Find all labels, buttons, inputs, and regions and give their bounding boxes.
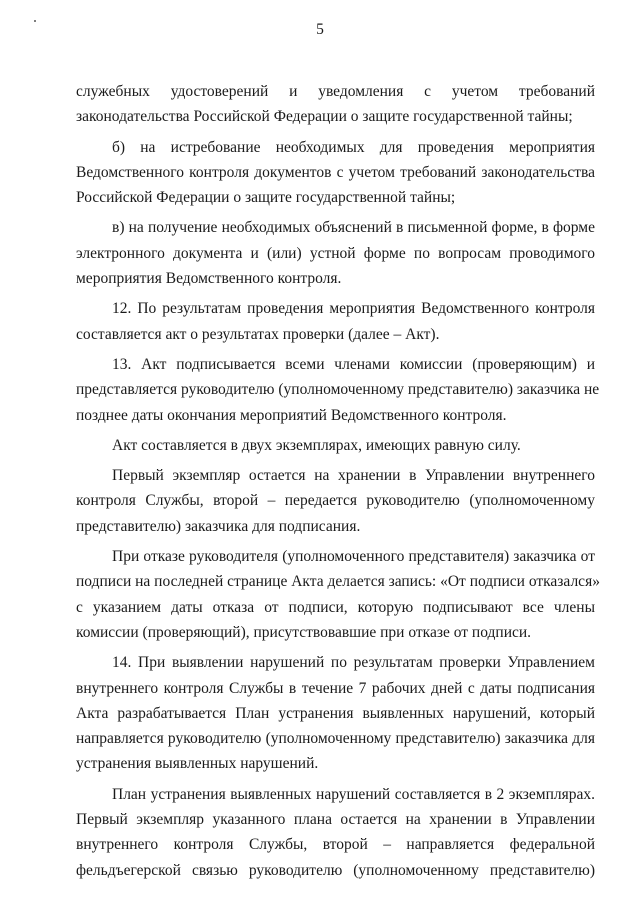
text-line: служебных удостоверений и уведомления с учетом требований <box>76 83 595 100</box>
text-line: 13. Акт подписывается всеми членами комиссии (проверяющим) и <box>112 355 595 373</box>
text-line: мероприятия Ведомственного контроля. <box>76 270 342 288</box>
text-line: с указанием даты отказа от подписи, которую подписывают все члены <box>76 598 595 616</box>
text-line: б) на истребование необходимых для проведения мероприятия <box>112 138 595 156</box>
text-line: позднее даты окончания мероприятий Ведомственного контроля. <box>76 406 507 424</box>
text-line: направляется руководителю (уполномоченному представителю) заказчика для <box>76 730 595 748</box>
text-line: составляется акт о результатах проверки (далее – Акт). <box>76 325 440 343</box>
text-line: представителю) заказчика для подписания. <box>76 517 361 535</box>
text-line: представляется руководителю (уполномоченному представителю) заказчика не <box>76 381 600 399</box>
text-line: План устранения выявленных нарушений составляется в 2 экземплярах. <box>112 785 595 803</box>
text-line: фельдъегерской связью руководителю (уполномоченному представителю) <box>76 861 595 879</box>
document-body <box>76 79 600 883</box>
text-line: 14. При выявлении нарушений по результатам проверки Управлением <box>112 654 595 672</box>
text-line: Акт составляется в двух экземплярах, имеющих равную силу. <box>112 436 521 454</box>
text-line: контроля Службы, второй – передается руководителю (уполномоченному <box>76 492 595 510</box>
text-line: в) на получение необходимых объяснений в письменной форме, в форме <box>112 219 595 237</box>
text-line: устранения выявленных нарушений. <box>76 755 319 773</box>
text-line: Российской Федерации о защите государственной тайны; <box>76 189 456 207</box>
text-line: Ведомственного контроля документов с учетом требований законодательства <box>76 163 595 181</box>
text-line: Первый экземпляр указанного плана остается на хранении в Управлении <box>76 811 595 829</box>
text-line: внутреннего контроля Службы в течение 7 рабочих дней с даты подписания <box>76 679 595 697</box>
text-line: При отказе руководителя (уполномоченного представителя) заказчика от <box>112 548 595 566</box>
text-line: Первый экземпляр остается на хранении в Управлении внутреннего <box>112 467 595 485</box>
page-number: 5 <box>316 21 324 38</box>
text-line: внутреннего контроля Службы, второй – направляется федеральной <box>76 836 595 854</box>
text-line: законодательства Российской Федерации о защите государственной тайны; <box>76 108 573 126</box>
text-line: 12. По результатам проведения мероприятия Ведомственного контроля <box>112 300 595 318</box>
text-line: Акта разрабатывается План устранения выявленных нарушений, который <box>76 704 595 722</box>
text-line: комиссии (проверяющий), присутствовавшие при отказе от подписи. <box>76 623 532 641</box>
text-line: подписи на последней странице Акта делается запись: «От подписи отказался» <box>76 573 600 591</box>
text-line: электронного документа и (или) устной форме по вопросам проводимого <box>76 244 595 262</box>
